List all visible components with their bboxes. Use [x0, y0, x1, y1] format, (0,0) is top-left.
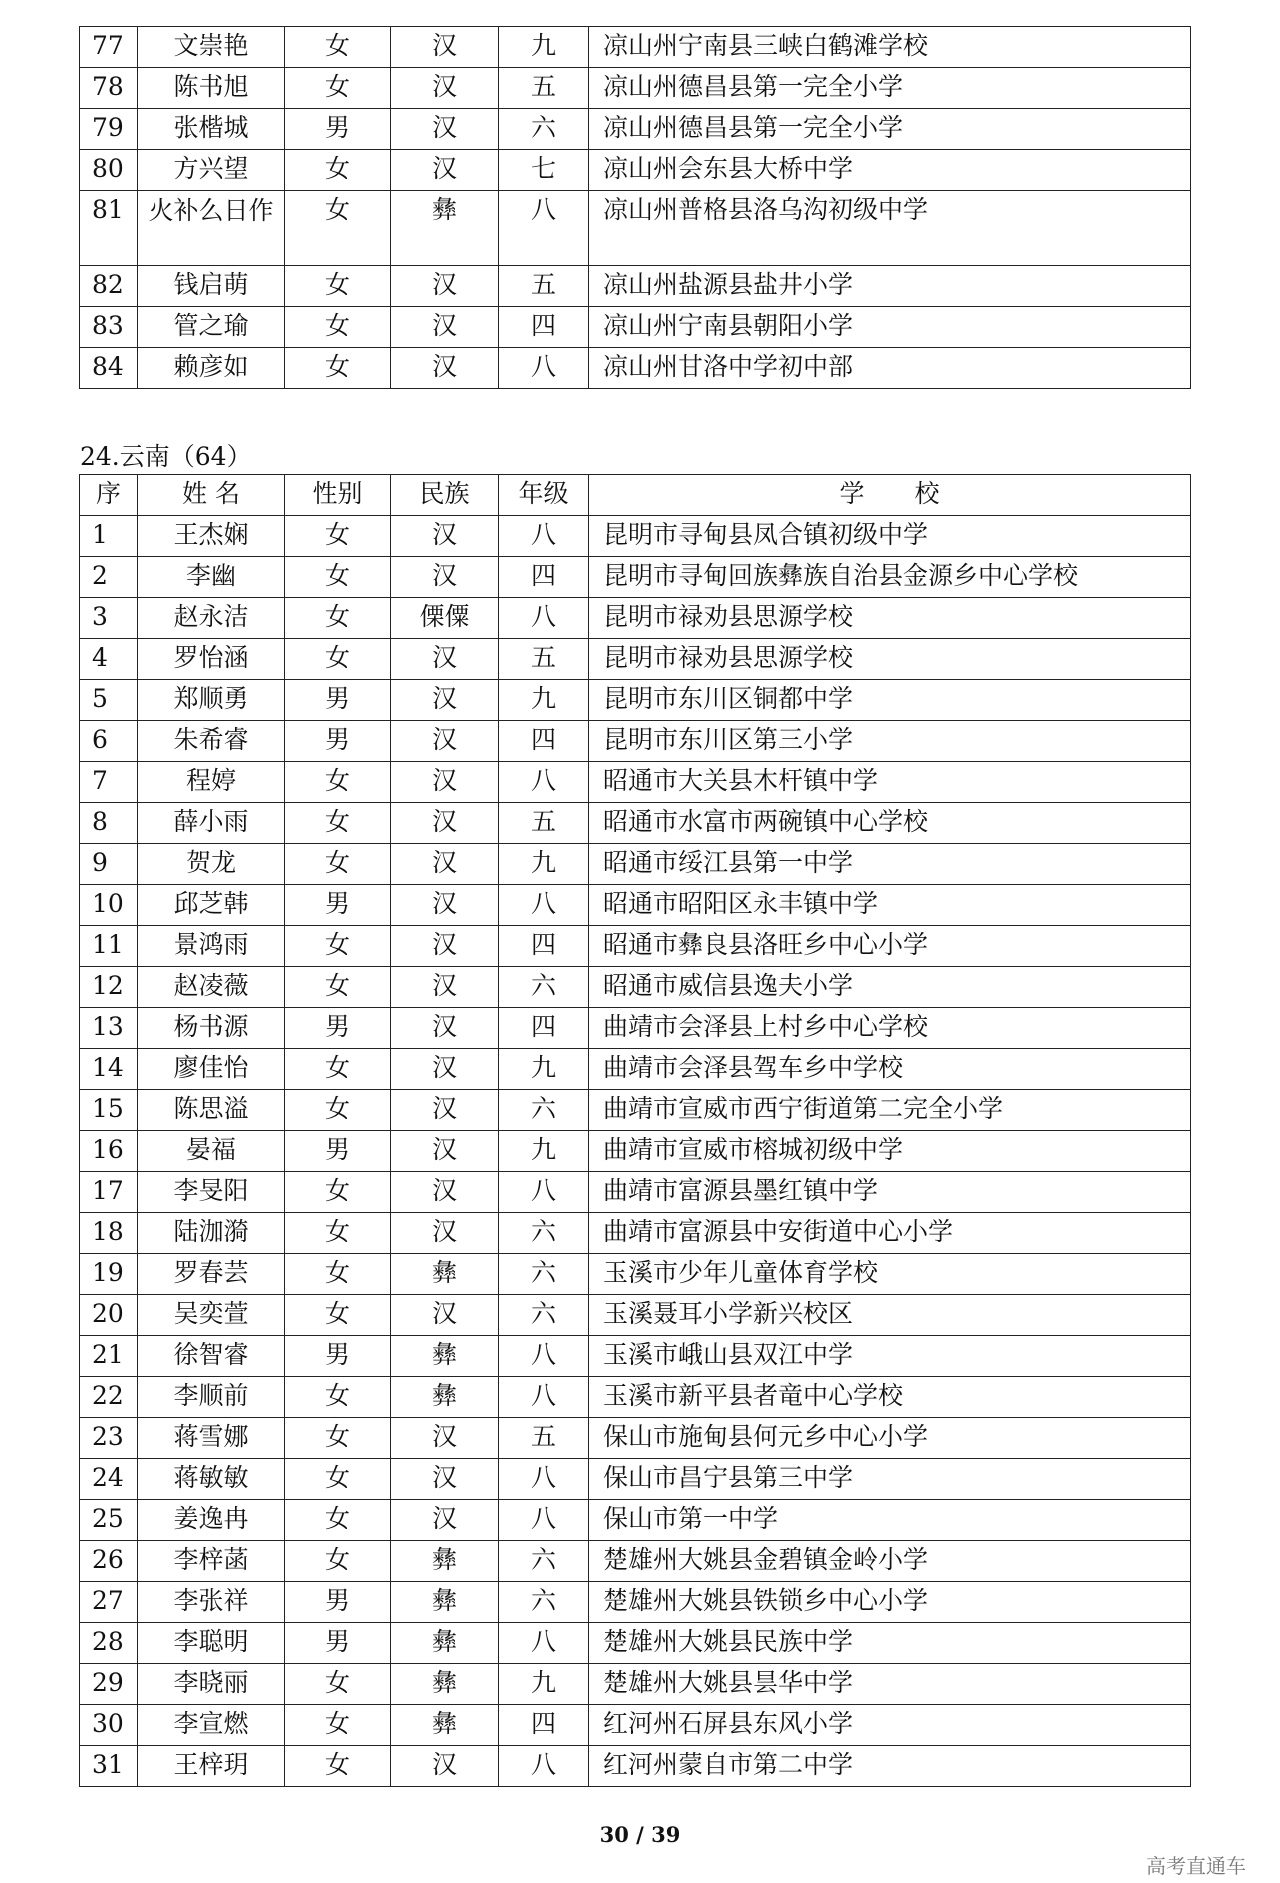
ethnicity-cell: 汉 [391, 348, 499, 389]
table-row [80, 266, 1191, 307]
table-row [80, 1213, 1191, 1254]
gender-cell: 女 [285, 1090, 391, 1131]
index-cell: 83 [80, 307, 138, 348]
index-cell: 7 [80, 762, 138, 803]
grade-cell: 八 [499, 516, 589, 557]
table-row [80, 1500, 1191, 1541]
table-row [80, 1254, 1191, 1295]
table-row [80, 1664, 1191, 1705]
ethnicity-cell: 彝 [391, 1541, 499, 1582]
grade-cell: 八 [499, 598, 589, 639]
ethnicity-cell: 汉 [391, 150, 499, 191]
name-cell: 罗春芸 [138, 1254, 285, 1295]
name-cell: 李顺前 [138, 1377, 285, 1418]
school-cell: 昭通市威信县逸夫小学 [589, 967, 1191, 1008]
name-cell: 李旻阳 [138, 1172, 285, 1213]
ethnicity-cell: 汉 [391, 680, 499, 721]
name-cell: 文崇艳 [138, 27, 285, 68]
grade-cell: 五 [499, 68, 589, 109]
name-cell: 姜逸冉 [138, 1500, 285, 1541]
watermark: 高考直通车 [1146, 1854, 1246, 1878]
school-cell: 昆明市东川区铜都中学 [589, 680, 1191, 721]
school-cell: 玉溪市新平县者竜中心学校 [589, 1377, 1191, 1418]
gender-cell: 女 [285, 1418, 391, 1459]
gender-cell: 女 [285, 266, 391, 307]
ethnicity-cell: 汉 [391, 516, 499, 557]
gender-cell: 男 [285, 1131, 391, 1172]
ethnicity-cell: 彝 [391, 1377, 499, 1418]
table-row [80, 721, 1191, 762]
ethnicity-cell: 汉 [391, 1500, 499, 1541]
ethnicity-cell: 汉 [391, 1172, 499, 1213]
name-cell: 陈书旭 [138, 68, 285, 109]
grade-cell: 六 [499, 967, 589, 1008]
gender-cell: 女 [285, 967, 391, 1008]
index-cell: 2 [80, 557, 138, 598]
ethnicity-cell: 汉 [391, 1131, 499, 1172]
index-cell: 15 [80, 1090, 138, 1131]
index-cell: 29 [80, 1664, 138, 1705]
name-cell: 张楷城 [138, 109, 285, 150]
school-cell: 凉山州会东县大桥中学 [589, 150, 1191, 191]
index-cell: 13 [80, 1008, 138, 1049]
grade-cell: 八 [499, 1172, 589, 1213]
grade-cell: 六 [499, 109, 589, 150]
index-cell: 21 [80, 1336, 138, 1377]
gender-cell: 男 [285, 1336, 391, 1377]
ethnicity-cell: 汉 [391, 557, 499, 598]
school-cell: 昭通市水富市两碗镇中心学校 [589, 803, 1191, 844]
grade-cell: 九 [499, 680, 589, 721]
ethnicity-cell: 汉 [391, 967, 499, 1008]
table-row [80, 1336, 1191, 1377]
table-row [80, 150, 1191, 191]
ethnicity-cell: 傈僳 [391, 598, 499, 639]
gender-cell: 女 [285, 1295, 391, 1336]
name-cell: 吴奕萱 [138, 1295, 285, 1336]
table-row [80, 1131, 1191, 1172]
grade-cell: 四 [499, 557, 589, 598]
table-row [80, 1377, 1191, 1418]
ethnicity-cell: 汉 [391, 307, 499, 348]
name-cell: 赖彦如 [138, 348, 285, 389]
name-cell: 廖佳怡 [138, 1049, 285, 1090]
school-cell: 凉山州宁南县三峡白鹤滩学校 [589, 27, 1191, 68]
name-cell: 火补么日作 [138, 191, 285, 266]
table-row [80, 109, 1191, 150]
index-cell: 23 [80, 1418, 138, 1459]
ethnicity-cell: 汉 [391, 266, 499, 307]
school-cell: 曲靖市富源县中安街道中心小学 [589, 1213, 1191, 1254]
school-cell: 红河州石屏县东风小学 [589, 1705, 1191, 1746]
gender-cell: 女 [285, 1377, 391, 1418]
header-school: 学 校 [589, 475, 1191, 516]
school-cell: 曲靖市会泽县上村乡中心学校 [589, 1008, 1191, 1049]
table-row [80, 516, 1191, 557]
ethnicity-cell: 汉 [391, 762, 499, 803]
index-cell: 84 [80, 348, 138, 389]
grade-cell: 六 [499, 1213, 589, 1254]
gender-cell: 男 [285, 1582, 391, 1623]
gender-cell: 女 [285, 348, 391, 389]
grade-cell: 八 [499, 1500, 589, 1541]
gender-cell: 女 [285, 307, 391, 348]
school-cell: 凉山州德昌县第一完全小学 [589, 109, 1191, 150]
school-cell: 曲靖市富源县墨红镇中学 [589, 1172, 1191, 1213]
gender-cell: 男 [285, 109, 391, 150]
previous-province-table-body [80, 27, 1191, 389]
ethnicity-cell: 汉 [391, 1746, 499, 1787]
index-cell: 17 [80, 1172, 138, 1213]
index-cell: 1 [80, 516, 138, 557]
gender-cell: 女 [285, 191, 391, 266]
table-row [80, 598, 1191, 639]
gender-cell: 女 [285, 1049, 391, 1090]
table-row [80, 1418, 1191, 1459]
ethnicity-cell: 汉 [391, 1090, 499, 1131]
gender-cell: 女 [285, 598, 391, 639]
index-cell: 18 [80, 1213, 138, 1254]
grade-cell: 六 [499, 1090, 589, 1131]
ethnicity-cell: 彝 [391, 1254, 499, 1295]
index-cell: 20 [80, 1295, 138, 1336]
school-cell: 凉山州甘洛中学初中部 [589, 348, 1191, 389]
name-cell: 薛小雨 [138, 803, 285, 844]
gender-cell: 女 [285, 1746, 391, 1787]
table-row [80, 1172, 1191, 1213]
yunnan-table-header-row [80, 475, 1191, 516]
gender-cell: 女 [285, 1664, 391, 1705]
name-cell: 李聪明 [138, 1623, 285, 1664]
index-cell: 27 [80, 1582, 138, 1623]
yunnan-table-body [80, 516, 1191, 1787]
table-row [80, 1008, 1191, 1049]
school-cell: 凉山州宁南县朝阳小学 [589, 307, 1191, 348]
school-cell: 保山市第一中学 [589, 1500, 1191, 1541]
gender-cell: 女 [285, 803, 391, 844]
grade-cell: 六 [499, 1582, 589, 1623]
grade-cell: 九 [499, 1664, 589, 1705]
ethnicity-cell: 彝 [391, 1705, 499, 1746]
index-cell: 22 [80, 1377, 138, 1418]
name-cell: 方兴望 [138, 150, 285, 191]
gender-cell: 女 [285, 762, 391, 803]
gender-cell: 女 [285, 27, 391, 68]
grade-cell: 五 [499, 1418, 589, 1459]
name-cell: 王杰娴 [138, 516, 285, 557]
gender-cell: 男 [285, 680, 391, 721]
gender-cell: 女 [285, 1254, 391, 1295]
table-row [80, 307, 1191, 348]
index-cell: 10 [80, 885, 138, 926]
ethnicity-cell: 汉 [391, 1418, 499, 1459]
school-cell: 凉山州德昌县第一完全小学 [589, 68, 1191, 109]
gender-cell: 女 [285, 1541, 391, 1582]
gender-cell: 女 [285, 150, 391, 191]
gender-cell: 女 [285, 1213, 391, 1254]
gender-cell: 女 [285, 844, 391, 885]
index-cell: 3 [80, 598, 138, 639]
index-cell: 16 [80, 1131, 138, 1172]
index-cell: 81 [80, 191, 138, 266]
name-cell: 朱希睿 [138, 721, 285, 762]
school-cell: 昆明市寻甸回族彝族自治县金源乡中心学校 [589, 557, 1191, 598]
name-cell: 陆泇漪 [138, 1213, 285, 1254]
school-cell: 凉山州盐源县盐井小学 [589, 266, 1191, 307]
gender-cell: 女 [285, 1172, 391, 1213]
index-cell: 28 [80, 1623, 138, 1664]
page-number: 30 / 39 [599, 1822, 681, 1847]
header-index: 序 [80, 475, 138, 516]
table-row [80, 639, 1191, 680]
index-cell: 12 [80, 967, 138, 1008]
name-cell: 钱启萌 [138, 266, 285, 307]
table-row [80, 1459, 1191, 1500]
name-cell: 邱芝韩 [138, 885, 285, 926]
grade-cell: 四 [499, 1705, 589, 1746]
school-cell: 昆明市寻甸县凤合镇初级中学 [589, 516, 1191, 557]
ethnicity-cell: 彝 [391, 1623, 499, 1664]
index-cell: 31 [80, 1746, 138, 1787]
grade-cell: 六 [499, 1541, 589, 1582]
gender-cell: 男 [285, 1623, 391, 1664]
name-cell: 李梓菡 [138, 1541, 285, 1582]
school-cell: 楚雄州大姚县铁锁乡中心小学 [589, 1582, 1191, 1623]
index-cell: 25 [80, 1500, 138, 1541]
ethnicity-cell: 汉 [391, 1213, 499, 1254]
table-row [80, 68, 1191, 109]
ethnicity-cell: 彝 [391, 191, 499, 266]
school-cell: 凉山州普格县洛乌沟初级中学 [589, 191, 1191, 266]
table-row [80, 926, 1191, 967]
gender-cell: 女 [285, 926, 391, 967]
grade-cell: 五 [499, 803, 589, 844]
name-cell: 李宣燃 [138, 1705, 285, 1746]
table-row [80, 557, 1191, 598]
gender-cell: 男 [285, 1008, 391, 1049]
index-cell: 24 [80, 1459, 138, 1500]
gender-cell: 女 [285, 1500, 391, 1541]
school-cell: 曲靖市宣威市榕城初级中学 [589, 1131, 1191, 1172]
name-cell: 管之瑜 [138, 307, 285, 348]
name-cell: 李晓丽 [138, 1664, 285, 1705]
header-ethnicity: 民族 [391, 475, 499, 516]
index-cell: 14 [80, 1049, 138, 1090]
school-cell: 红河州蒙自市第二中学 [589, 1746, 1191, 1787]
table-row [80, 1746, 1191, 1787]
school-cell: 昭通市绥江县第一中学 [589, 844, 1191, 885]
previous-province-table [79, 26, 1191, 389]
header-grade: 年级 [499, 475, 589, 516]
grade-cell: 七 [499, 150, 589, 191]
table-row [80, 1295, 1191, 1336]
school-cell: 玉溪市少年儿童体育学校 [589, 1254, 1191, 1295]
header-name: 姓 名 [138, 475, 285, 516]
grade-cell: 八 [499, 885, 589, 926]
grade-cell: 六 [499, 1295, 589, 1336]
index-cell: 77 [80, 27, 138, 68]
school-cell: 曲靖市宣威市西宁街道第二完全小学 [589, 1090, 1191, 1131]
gender-cell: 女 [285, 68, 391, 109]
grade-cell: 四 [499, 307, 589, 348]
index-cell: 6 [80, 721, 138, 762]
grade-cell: 八 [499, 1623, 589, 1664]
index-cell: 4 [80, 639, 138, 680]
name-cell: 晏福 [138, 1131, 285, 1172]
index-cell: 9 [80, 844, 138, 885]
name-cell: 郑顺勇 [138, 680, 285, 721]
grade-cell: 五 [499, 266, 589, 307]
ethnicity-cell: 汉 [391, 885, 499, 926]
table-row [80, 1541, 1191, 1582]
gender-cell: 男 [285, 721, 391, 762]
ethnicity-cell: 汉 [391, 721, 499, 762]
ethnicity-cell: 汉 [391, 639, 499, 680]
section-title: 24.云南（64） [80, 442, 252, 471]
table-row [80, 885, 1191, 926]
name-cell: 赵永洁 [138, 598, 285, 639]
school-cell: 昭通市昭阳区永丰镇中学 [589, 885, 1191, 926]
school-cell: 楚雄州大姚县民族中学 [589, 1623, 1191, 1664]
grade-cell: 八 [499, 191, 589, 266]
name-cell: 蒋雪娜 [138, 1418, 285, 1459]
gender-cell: 女 [285, 557, 391, 598]
table-row [80, 1623, 1191, 1664]
table-row [80, 1049, 1191, 1090]
ethnicity-cell: 汉 [391, 1008, 499, 1049]
ethnicity-cell: 汉 [391, 1459, 499, 1500]
ethnicity-cell: 汉 [391, 109, 499, 150]
index-cell: 11 [80, 926, 138, 967]
table-row [80, 1582, 1191, 1623]
gender-cell: 女 [285, 1459, 391, 1500]
table-row [80, 191, 1191, 266]
grade-cell: 九 [499, 27, 589, 68]
name-cell: 陈思溢 [138, 1090, 285, 1131]
ethnicity-cell: 汉 [391, 926, 499, 967]
table-row [80, 1705, 1191, 1746]
ethnicity-cell: 汉 [391, 1049, 499, 1090]
grade-cell: 九 [499, 1049, 589, 1090]
name-cell: 赵凌薇 [138, 967, 285, 1008]
grade-cell: 四 [499, 721, 589, 762]
index-cell: 26 [80, 1541, 138, 1582]
table-row [80, 803, 1191, 844]
school-cell: 玉溪市峨山县双江中学 [589, 1336, 1191, 1377]
name-cell: 景鸿雨 [138, 926, 285, 967]
grade-cell: 八 [499, 1336, 589, 1377]
school-cell: 楚雄州大姚县金碧镇金岭小学 [589, 1541, 1191, 1582]
gender-cell: 女 [285, 639, 391, 680]
gender-cell: 女 [285, 516, 391, 557]
ethnicity-cell: 彝 [391, 1664, 499, 1705]
ethnicity-cell: 汉 [391, 803, 499, 844]
index-cell: 78 [80, 68, 138, 109]
school-cell: 玉溪聂耳小学新兴校区 [589, 1295, 1191, 1336]
grade-cell: 四 [499, 1008, 589, 1049]
table-row [80, 348, 1191, 389]
grade-cell: 八 [499, 1746, 589, 1787]
school-cell: 昆明市禄劝县思源学校 [589, 639, 1191, 680]
ethnicity-cell: 汉 [391, 844, 499, 885]
table-row [80, 1090, 1191, 1131]
name-cell: 程婷 [138, 762, 285, 803]
index-cell: 30 [80, 1705, 138, 1746]
gender-cell: 女 [285, 1705, 391, 1746]
name-cell: 贺龙 [138, 844, 285, 885]
grade-cell: 九 [499, 844, 589, 885]
school-cell: 昭通市大关县木杆镇中学 [589, 762, 1191, 803]
grade-cell: 八 [499, 1377, 589, 1418]
index-cell: 82 [80, 266, 138, 307]
school-cell: 保山市昌宁县第三中学 [589, 1459, 1191, 1500]
name-cell: 杨书源 [138, 1008, 285, 1049]
grade-cell: 六 [499, 1254, 589, 1295]
table-row [80, 844, 1191, 885]
name-cell: 李张祥 [138, 1582, 285, 1623]
name-cell: 李幽 [138, 557, 285, 598]
school-cell: 曲靖市会泽县驾车乡中学校 [589, 1049, 1191, 1090]
grade-cell: 八 [499, 762, 589, 803]
name-cell: 徐智睿 [138, 1336, 285, 1377]
grade-cell: 五 [499, 639, 589, 680]
ethnicity-cell: 汉 [391, 27, 499, 68]
school-cell: 昆明市东川区第三小学 [589, 721, 1191, 762]
name-cell: 王梓玥 [138, 1746, 285, 1787]
school-cell: 保山市施甸县何元乡中心小学 [589, 1418, 1191, 1459]
school-cell: 昭通市彝良县洛旺乡中心小学 [589, 926, 1191, 967]
grade-cell: 八 [499, 1459, 589, 1500]
grade-cell: 四 [499, 926, 589, 967]
grade-cell: 八 [499, 348, 589, 389]
grade-cell: 九 [499, 1131, 589, 1172]
ethnicity-cell: 汉 [391, 1295, 499, 1336]
index-cell: 19 [80, 1254, 138, 1295]
index-cell: 80 [80, 150, 138, 191]
table-row [80, 762, 1191, 803]
school-cell: 昆明市禄劝县思源学校 [589, 598, 1191, 639]
table-row [80, 680, 1191, 721]
table-row [80, 967, 1191, 1008]
gender-cell: 男 [285, 885, 391, 926]
ethnicity-cell: 彝 [391, 1336, 499, 1377]
index-cell: 79 [80, 109, 138, 150]
school-cell: 楚雄州大姚县昙华中学 [589, 1664, 1191, 1705]
yunnan-table [79, 474, 1191, 1787]
index-cell: 5 [80, 680, 138, 721]
table-row [80, 27, 1191, 68]
name-cell: 罗怡涵 [138, 639, 285, 680]
ethnicity-cell: 彝 [391, 1582, 499, 1623]
name-cell: 蒋敏敏 [138, 1459, 285, 1500]
index-cell: 8 [80, 803, 138, 844]
ethnicity-cell: 汉 [391, 68, 499, 109]
header-gender: 性别 [285, 475, 391, 516]
